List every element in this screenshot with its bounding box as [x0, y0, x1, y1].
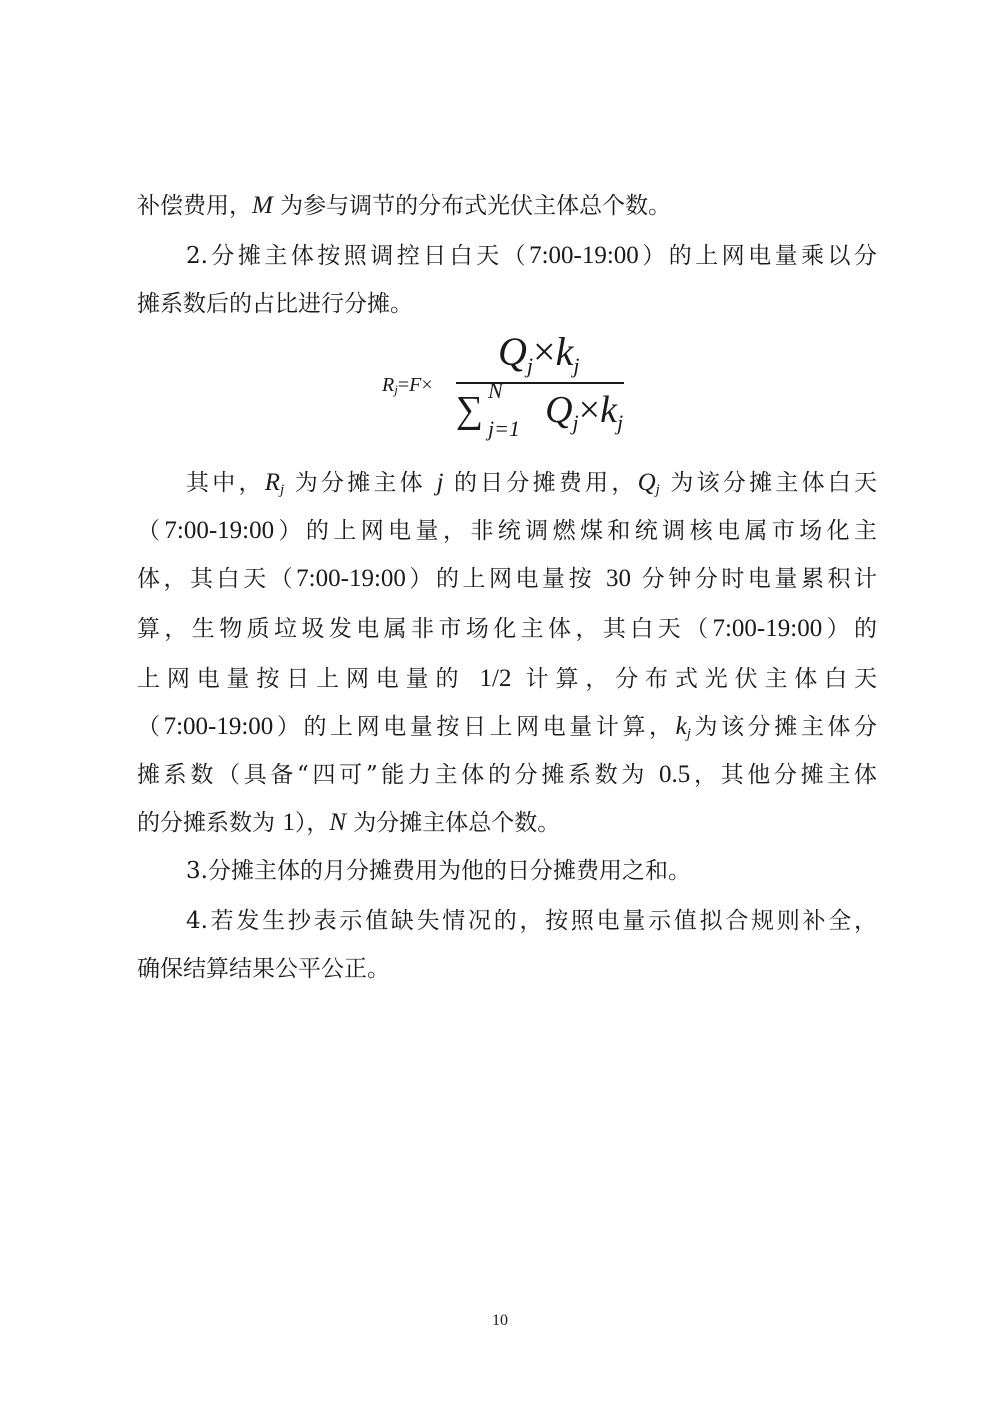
time-range: 7:00-19:00 — [296, 565, 406, 592]
formula-k-subscript: j — [573, 353, 580, 378]
text-span: 计算，分布式光伏主体白天 — [511, 666, 878, 692]
sigma-symbol: ∑ — [456, 389, 484, 431]
paragraph-4-line-1 — [186, 847, 877, 895]
text-span: 其中， — [186, 470, 265, 496]
text-span: 算，生物质垃圾发电属非市场化主体，其白天（ — [137, 616, 713, 642]
formula-k: k — [555, 329, 574, 374]
formula-equals: = — [397, 374, 410, 396]
text-span: ）的 — [822, 616, 878, 642]
variable-subscript: j — [686, 726, 691, 742]
time-range: 7:00-19:00 — [163, 713, 274, 740]
paragraph-3-line-2 — [137, 507, 877, 555]
text-span: 摊系数后的占比进行分摊。 — [137, 291, 413, 317]
formula-q-subscript: j — [526, 353, 534, 378]
formula-k: k — [600, 389, 617, 431]
text-span: 确保结算结果公平公正。 — [137, 956, 390, 982]
variable-n: N — [329, 809, 346, 836]
text-span: ）的上网电量按日上网电量计算， — [273, 714, 676, 740]
variable-rj — [265, 469, 284, 496]
text-span: ）的上网电量乘以分 — [638, 243, 878, 269]
summation-lower-text: j=1 — [488, 416, 520, 441]
formula-r-subscript: j — [394, 382, 398, 397]
text-span: 2.分摊主体按照调控日白天（ — [186, 243, 530, 269]
variable-k: k — [675, 713, 687, 740]
time-range: 7:00-19:00 — [529, 242, 639, 269]
paragraph-3-line-4 — [137, 605, 877, 653]
variable-subscript: j — [280, 482, 285, 498]
text-span: 3.分摊主体的月分摊费用为他的日分摊费用之和。 — [186, 858, 691, 884]
paragraph-1-line-1 — [137, 182, 877, 230]
page-number: 10 — [492, 1312, 508, 1329]
formula-q: Q — [545, 389, 573, 431]
text-span: 为分摊主体 — [284, 470, 437, 496]
time-range: 7:00-19:00 — [164, 517, 275, 544]
text-span: 为该分摊主体白天 — [659, 470, 878, 496]
paragraph-5-line-1 — [186, 897, 877, 945]
formula-f: F — [409, 374, 422, 396]
paragraph-5-line-2 — [137, 945, 877, 993]
text-span: ）的上网电量按 — [405, 566, 606, 592]
formula-r: R — [382, 374, 395, 396]
paragraph-3-line-1 — [186, 459, 877, 507]
formula-q: Q — [498, 329, 527, 374]
summation-upper-limit: N — [488, 378, 503, 403]
text-span: 的分摊系数为 — [137, 810, 283, 836]
number-30: 30 — [605, 565, 631, 592]
formula-times: × — [578, 389, 601, 431]
text-span: （ — [137, 518, 165, 544]
formula-denominator — [456, 378, 624, 441]
time-range: 7:00-19:00 — [712, 615, 823, 642]
paragraph-3-line-6 — [137, 703, 877, 751]
paragraph-3-line-7 — [137, 751, 877, 799]
text-span: 分钟分时电量累积计 — [630, 566, 878, 592]
text-span: 为分摊主体总个数。 — [346, 810, 561, 836]
text-span: 4.若发生抄表示值缺失情况的，按照电量示值拟合规则补全， — [186, 908, 877, 934]
variable-qj — [638, 469, 660, 496]
summation — [456, 378, 520, 441]
formula-numerator — [498, 328, 579, 379]
formula-times: × — [421, 374, 433, 396]
text-span: 的日分摊费用， — [443, 470, 638, 496]
paragraph-3-line-8 — [137, 799, 877, 847]
text-span: 摊系数（具备“四可”能力主体的分摊系数为 — [137, 762, 660, 788]
number-0-5: 0.5 — [659, 761, 691, 788]
paragraph-2-line-1 — [186, 232, 877, 280]
text-span: 为该分摊主体分 — [690, 714, 878, 740]
formula-q-subscript: j — [572, 410, 579, 435]
text-span: ）， — [294, 810, 330, 836]
formula-k-subscript: j — [616, 410, 624, 435]
text-span: 为参与调节的分布式光伏主体总个数。 — [272, 193, 672, 219]
variable-q: Q — [637, 469, 656, 496]
text-span: 补偿费用， — [137, 193, 252, 219]
text-span: 上网电量按日上网电量的 — [137, 666, 480, 692]
fraction-bar — [456, 382, 624, 384]
formula-lhs — [382, 374, 433, 398]
text-span: （ — [137, 714, 164, 740]
text-span: 体，其白天（ — [137, 566, 297, 592]
variable-m: M — [252, 192, 273, 219]
allocation-formula — [370, 322, 670, 452]
paragraph-3-line-5 — [137, 655, 877, 703]
variable-kj — [676, 713, 691, 740]
variable-subscript: j — [655, 482, 660, 498]
summation-lower-limit — [488, 416, 520, 442]
variable-r: R — [264, 469, 280, 496]
variable-j: j — [436, 469, 444, 496]
text-span: ）的上网电量，非统调燃煤和统调核电属市场化主 — [274, 518, 878, 544]
text-span: ，其他分摊主体 — [690, 762, 878, 788]
number-1: 1 — [282, 809, 295, 836]
paragraph-2-line-2 — [137, 280, 877, 328]
paragraph-3-line-3 — [137, 555, 877, 603]
formula-times: × — [533, 329, 556, 374]
number-half: 1/2 — [479, 665, 512, 692]
